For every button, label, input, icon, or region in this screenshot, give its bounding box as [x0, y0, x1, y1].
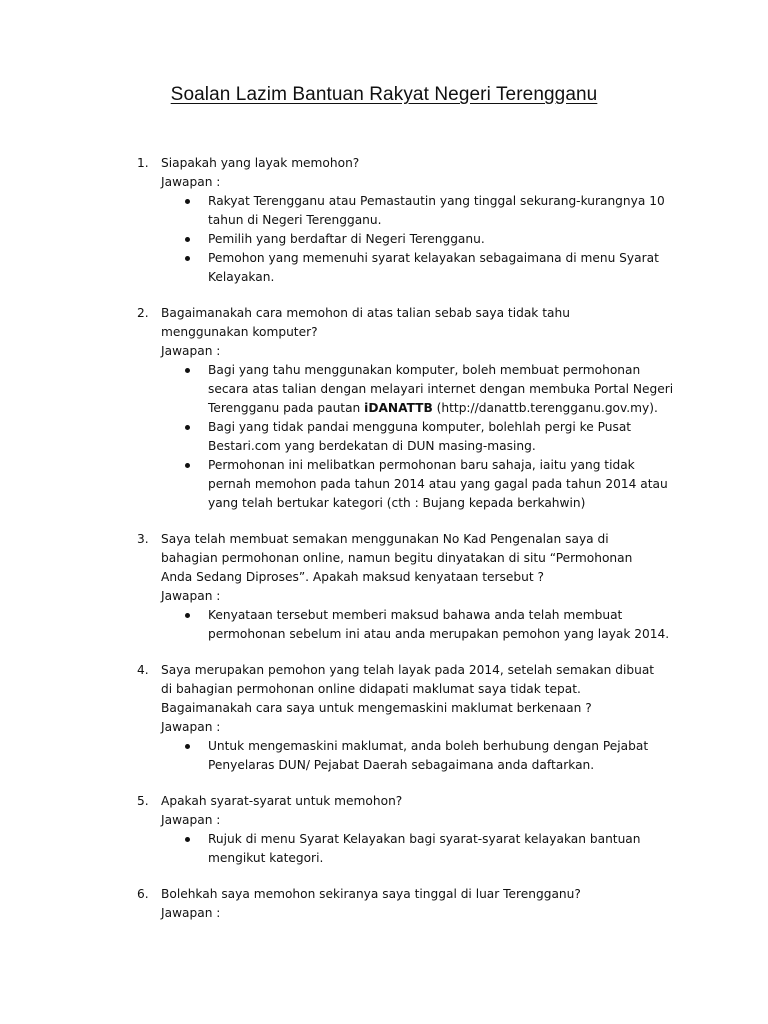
answer-text: Pemilih yang berdaftar di Negeri Terengganu.: [208, 232, 485, 246]
answer-label: Jawapan :: [161, 906, 221, 920]
question-number: 1.: [137, 156, 149, 170]
answer-label: Jawapan :: [161, 813, 221, 827]
answer-list: [0, 830, 768, 868]
question-number: 4.: [137, 663, 149, 677]
answer-label: Jawapan :: [161, 344, 221, 358]
answer-item: [208, 737, 678, 775]
question-text: Siapakah yang layak memohon?: [161, 156, 360, 170]
answer-item: [208, 456, 678, 513]
question-text: Saya merupakan pemohon yang telah layak pada 2014, setelah semakan dibuat di bahagian permohonan online didapati maklumat saya tidak tepat. Bagaimanakah cara saya untuk mengemaskini maklumat berkenaan ?: [161, 663, 655, 715]
answer-list: [0, 737, 768, 775]
faq-item-3: [0, 530, 768, 644]
answer-item: [208, 830, 678, 868]
question-text: Bagaimanakah cara memohon di atas talian sebab saya tidak tahu menggunakan komputer?: [161, 306, 570, 339]
answer-label: Jawapan :: [161, 589, 221, 603]
answer-item: [208, 249, 678, 287]
bullet-icon: [185, 256, 190, 261]
answer-text: Permohonan ini melibatkan permohonan baru sahaja, iaitu yang tidak pernah memohon pada tahun 2014 atau yang gagal pada tahun 2014 atau yang telah bertukar kategori (cth : Bujang kepada berkahwin): [208, 458, 668, 510]
faq-list: [0, 154, 768, 940]
bullet-icon: [185, 744, 190, 749]
answer-item: [208, 361, 678, 418]
question-number: 2.: [137, 306, 149, 320]
answer-item: [208, 192, 678, 230]
page-title: Soalan Lazim Bantuan Rakyat Negeri Terengganu: [170, 84, 598, 105]
answer-item: [208, 230, 678, 249]
question-number: 5.: [137, 794, 149, 808]
bullet-icon: [185, 368, 190, 373]
answer-label: Jawapan :: [161, 175, 221, 189]
faq-item-1: [0, 154, 768, 287]
portal-link-name[interactable]: iDANATTB: [364, 401, 433, 415]
faq-item-5: [0, 792, 768, 868]
answer-label: Jawapan :: [161, 720, 221, 734]
bullet-icon: [185, 463, 190, 468]
answer-text: Rujuk di menu Syarat Kelayakan bagi syarat-syarat kelayakan bantuan mengikut kategori.: [208, 832, 641, 865]
answer-list: [0, 361, 768, 513]
answer-text: Untuk mengemaskini maklumat, anda boleh berhubung dengan Pejabat Penyelaras DUN/ Pejabat Daerah sebagaimana anda daftarkan.: [208, 739, 649, 772]
bullet-icon: [185, 613, 190, 618]
answer-item: [208, 418, 678, 456]
answer-list: [0, 606, 768, 644]
faq-item-4: [0, 661, 768, 775]
answer-item: [208, 606, 678, 644]
answer-text: Rakyat Terengganu atau Pemastautin yang tinggal sekurang-kurangnya 10 tahun di Negeri Terengganu.: [208, 194, 665, 227]
question-text: Bolehkah saya memohon sekiranya saya tinggal di luar Terengganu?: [161, 887, 581, 901]
question-number: 3.: [137, 532, 149, 546]
question-text: Saya telah membuat semakan menggunakan No Kad Pengenalan saya di bahagian permohonan online, namun begitu dinyatakan di situ “Permohonan Anda Sedang Diproses”. Apakah maksud kenyataan tersebut ?: [161, 532, 633, 584]
answer-list: [0, 192, 768, 287]
answer-text: Bagi yang tidak pandai mengguna komputer, bolehlah pergi ke Pusat Bestari.com yang berdekatan di DUN masing-masing.: [208, 420, 632, 453]
bullet-icon: [185, 425, 190, 430]
faq-item-2: [0, 304, 768, 513]
answer-text: Kenyataan tersebut memberi maksud bahawa anda telah membuat permohonan sebelum ini atau anda merupakan pemohon yang layak 2014.: [208, 608, 670, 641]
faq-item-6: [0, 885, 768, 923]
question-number: 6.: [137, 887, 149, 901]
answer-text: Bagi yang tahu menggunakan komputer, boleh membuat permohonan secara atas talian dengan melayari internet dengan membuka Portal Negeri Terengganu pada pautan: [208, 363, 674, 415]
bullet-icon: [185, 237, 190, 242]
question-text: Apakah syarat-syarat untuk memohon?: [161, 794, 403, 808]
bullet-icon: [185, 199, 190, 204]
bullet-icon: [185, 837, 190, 842]
portal-link-url[interactable]: (http://danattb.terengganu.gov.my).: [436, 401, 658, 415]
answer-text: Pemohon yang memenuhi syarat kelayakan sebagaimana di menu Syarat Kelayakan.: [208, 251, 659, 284]
